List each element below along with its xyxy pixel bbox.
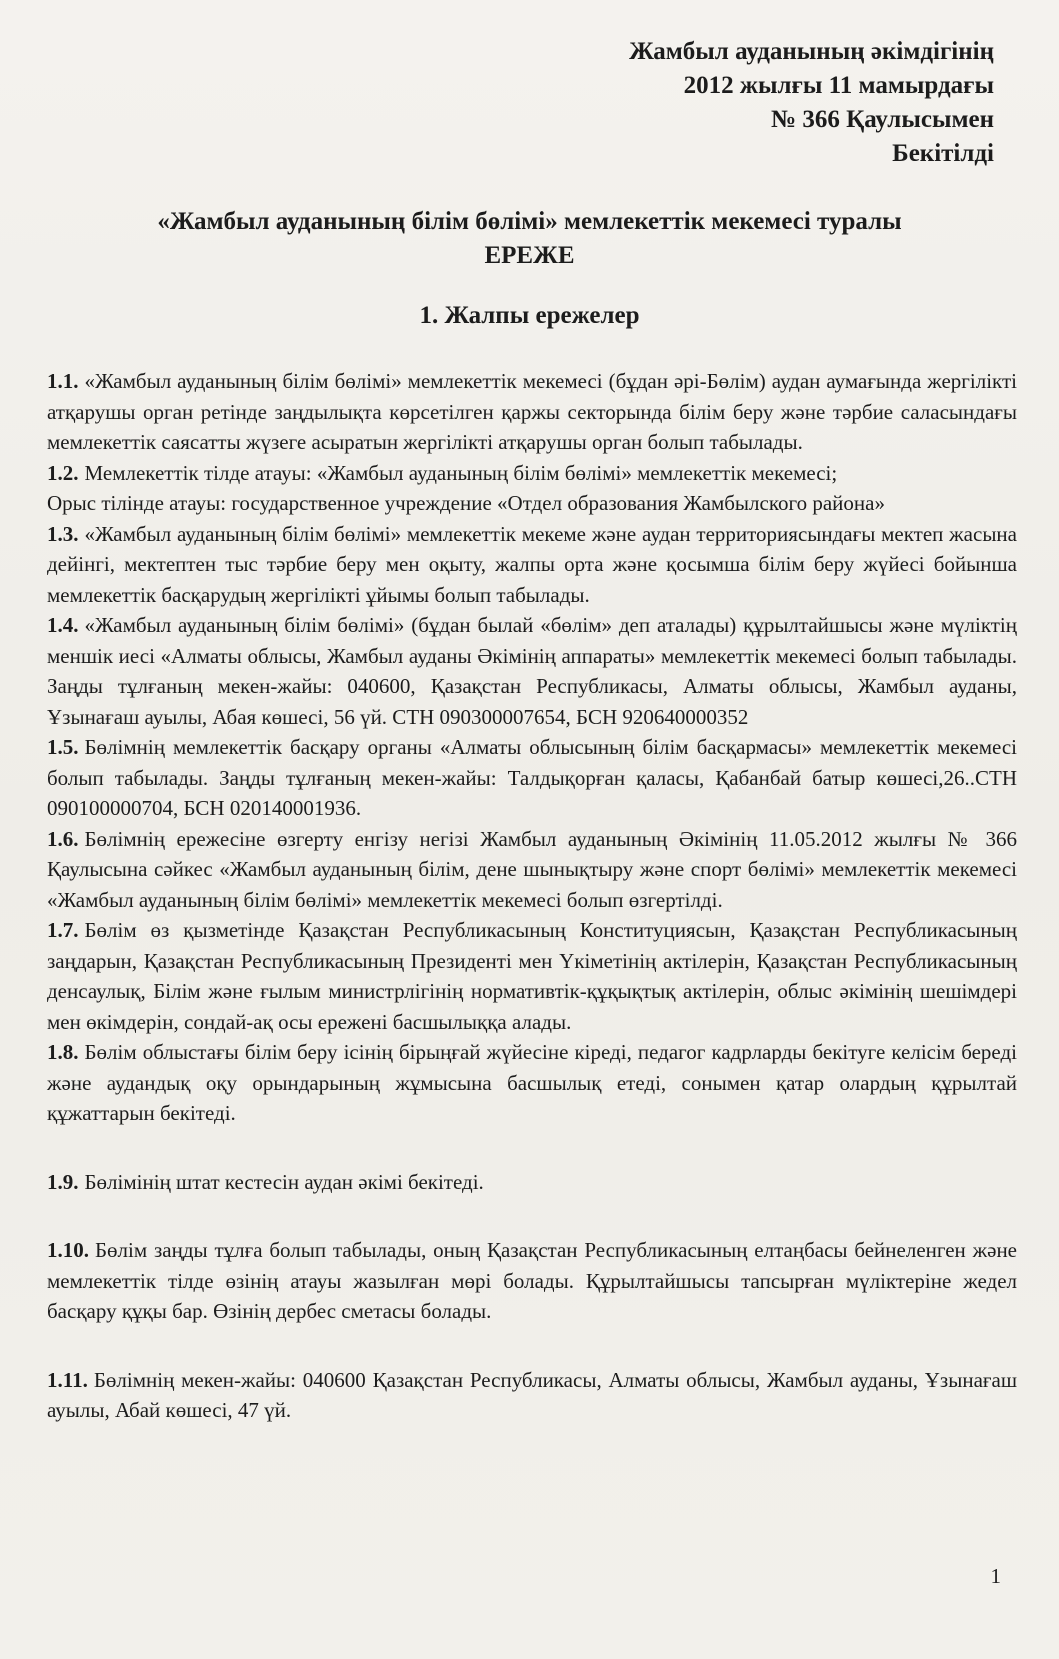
page-number: 1 bbox=[990, 1564, 1001, 1588]
approval-stamp-block bbox=[629, 35, 994, 171]
paragraph-1-2-russian-name bbox=[47, 488, 1017, 519]
title-line-2: ЕРЕЖЕ bbox=[484, 242, 575, 269]
paragraph-text: Бөлім өз қызметінде Қазақстан Республикасының Конституциясын, Қазақстан Республикасының заңдарын, Қазақстан Республикасының Президенті мен Үкіметінің актілерін, Қазақстан Республикасының денсаулық, Білім және ғылым министрлігінің нормативтік-құқықтық актілерін, облыс әкімінің шешімдері мен өкімдерін, сондай-ақ осы ережені басшылыққа алады. bbox=[47, 918, 1017, 1034]
approval-line-3: № 366 Қаулысымен bbox=[770, 106, 994, 133]
paragraph-text: Бөлімінің штат кестесін аудан әкімі бекітеді. bbox=[84, 1169, 484, 1194]
paragraph-text: «Жамбыл ауданының білім бөлімі» мемлекеттік мекемесі (бұдан әрі-Бөлім) аудан аумағында жергілікті атқарушы орган ретінде заңдылықта көрсетілген қаржы секторында білім беру және тәрбие саласындағы мемлекеттік саясатты жүзеге асыратын жергілікті атқарушы орган болып табылады. bbox=[47, 369, 1017, 454]
paragraph-text: Мемлекеттік тілде атауы: «Жамбыл ауданының білім бөлімі» мемлекеттік мекемесі; bbox=[84, 460, 838, 485]
paragraph-text: Бөлім облыстағы білім беру ісінің бірыңғай жүйесіне кіреді, педагог кадрларды бекітуге келісім береді және аудандық оқу орындарының жұмысына басшылық етеді, сонымен қатар олардың құрылтай құжаттарын бекітеді. bbox=[47, 1040, 1017, 1125]
spacer bbox=[47, 1327, 1017, 1365]
paragraph-1-1 bbox=[47, 366, 1017, 458]
paragraph-text: Бөлімнің мекен-жайы: 040600 Қазақстан Республикасы, Алматы облысы, Жамбыл ауданы, Ұзынағаш ауылы, Абай көшесі, 47 үй. bbox=[47, 1367, 1017, 1422]
paragraph-1-3 bbox=[47, 519, 1017, 611]
paragraph-number: 1.5. bbox=[47, 735, 79, 759]
paragraph-number: 1.4. bbox=[47, 613, 79, 637]
paragraph-text: Бөлімнің мемлекеттік басқару органы «Алматы облысының білім басқармасы» мемлекеттік мекемесі болып табылады. Заңды тұлғаның мекен-жайы: Талдықорған қаласы, Қабанбай батыр көшесі,26..СТН 090100000704, БСН 020140001936. bbox=[47, 735, 1017, 820]
spacer bbox=[47, 1197, 1017, 1235]
paragraph-text: Орыс тілінде атауы: государственное учреждение «Отдел образования Жамбылского района» bbox=[47, 491, 885, 515]
paragraph-number: 1.8. bbox=[47, 1040, 79, 1064]
spacer bbox=[47, 1129, 1017, 1167]
paragraph-1-2 bbox=[47, 458, 1017, 489]
paragraph-1-9 bbox=[47, 1167, 1017, 1198]
paragraph-1-11 bbox=[47, 1365, 1017, 1426]
paragraph-number: 1.6. bbox=[47, 826, 79, 851]
approval-line-2: 2012 жылғы 11 мамырдағы bbox=[683, 72, 994, 99]
paragraph-text: «Жамбыл ауданының білім бөлімі» (бұдан былай «бөлім» деп аталады) құрылтайшысы және мүліктің меншік иесі «Алматы облысы, Жамбыл ауданы Әкімінің аппараты» мемлекеттік мекемесі болып табылады. Заңды тұлғаның мекен-жайы: 040600, Қазақстан Республикасы, Алматы облысы, Жамбыл ауданы, Ұзынағаш ауылы, Абая көшесі, 56 үй. СТН 090300007654, БСН 920640000352 bbox=[47, 613, 1017, 729]
paragraph-1-10 bbox=[47, 1235, 1017, 1327]
approval-line-4: Бекітілді bbox=[892, 140, 994, 167]
paragraph-number: 1.11. bbox=[47, 1367, 88, 1392]
paragraph-1-7 bbox=[47, 915, 1017, 1037]
paragraph-number: 1.1. bbox=[47, 369, 79, 393]
paragraph-number: 1.10. bbox=[47, 1238, 89, 1262]
paragraph-1-5 bbox=[47, 732, 1017, 824]
paragraph-text: Бөлімнің ережесіне өзгерту енгізу негізі Жамбыл ауданының Әкімінің 11.05.2012 жылғы № 366 Қаулысына сәйкес «Жамбыл ауданының білім, дене шынықтыру және спорт бөлімі» мемлекеттік мекемесі «Жамбыл ауданының білім бөлімі» мемлекеттік мекемесі болып өзгертілді. bbox=[47, 826, 1017, 912]
paragraph-1-8 bbox=[47, 1037, 1017, 1129]
document-title bbox=[40, 205, 1019, 273]
paragraph-number: 1.2. bbox=[47, 460, 79, 485]
paragraph-1-6 bbox=[47, 824, 1017, 916]
paragraph-number: 1.3. bbox=[47, 521, 79, 546]
document-body bbox=[47, 366, 1017, 1426]
paragraph-number: 1.7. bbox=[47, 918, 79, 942]
paragraph-text: Бөлім заңды тұлға болып табылады, оның Қазақстан Республикасының елтаңбасы бейнеленген және мемлекеттік тілде өзінің атауы жазылған мөрі болады. Құрылтайшысы тапсырған мүліктеріне жедел басқару құқы бар. Өзінің дербес сметасы болады. bbox=[47, 1238, 1017, 1323]
paragraph-text: «Жамбыл ауданының білім бөлімі» мемлекеттік мекеме және аудан территориясындағы мектеп жасына дейінгі, мектептен тыс тәрбие беру мен оқыту, жалпы орта және қосымша білім беру жүйесі бойынша мемлекеттік басқарудың жергілікті ұйымы болып табылады. bbox=[47, 521, 1017, 607]
approval-line-1: Жамбыл ауданының әкімдігінің bbox=[629, 38, 994, 65]
title-line-1: «Жамбыл ауданының білім бөлімі» мемлекеттік мекемесі туралы bbox=[157, 208, 902, 235]
paragraph-number: 1.9. bbox=[47, 1169, 79, 1194]
section-heading: 1. Жалпы ережелер bbox=[419, 302, 640, 329]
paragraph-1-4 bbox=[47, 610, 1017, 732]
